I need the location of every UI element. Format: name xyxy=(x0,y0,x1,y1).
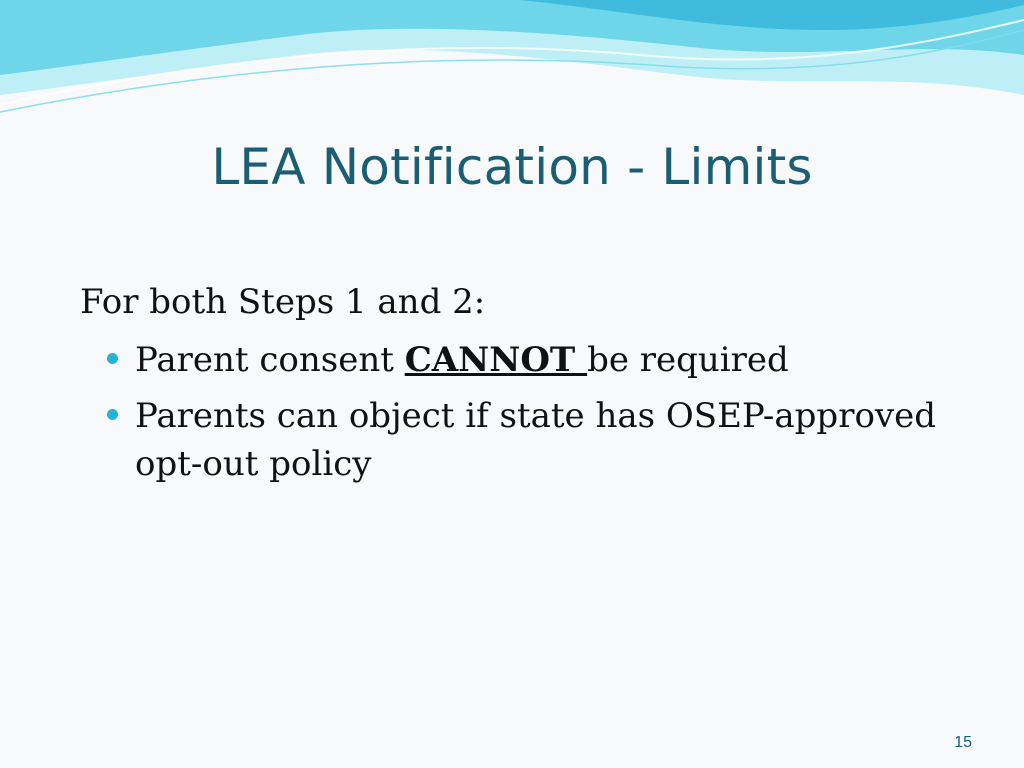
header-wave-decoration xyxy=(0,0,1024,130)
page-number: 15 xyxy=(954,734,972,751)
slide-title: LEA Notification - Limits xyxy=(211,138,813,196)
bullet-icon xyxy=(107,409,118,420)
bullet-icon xyxy=(107,353,118,364)
bullet-list xyxy=(80,336,960,488)
bullet-emphasis: CANNOT xyxy=(404,340,588,380)
bullet-text-after: be required xyxy=(587,340,789,380)
bullet-item xyxy=(80,336,960,384)
bullet-item xyxy=(80,392,960,488)
bullet-text: Parents can object if state has OSEP-approved opt-out policy xyxy=(135,396,937,484)
slide-body xyxy=(80,280,960,496)
bullet-text-before: Parent consent xyxy=(135,340,405,380)
intro-text: For both Steps 1 and 2: xyxy=(80,282,486,322)
